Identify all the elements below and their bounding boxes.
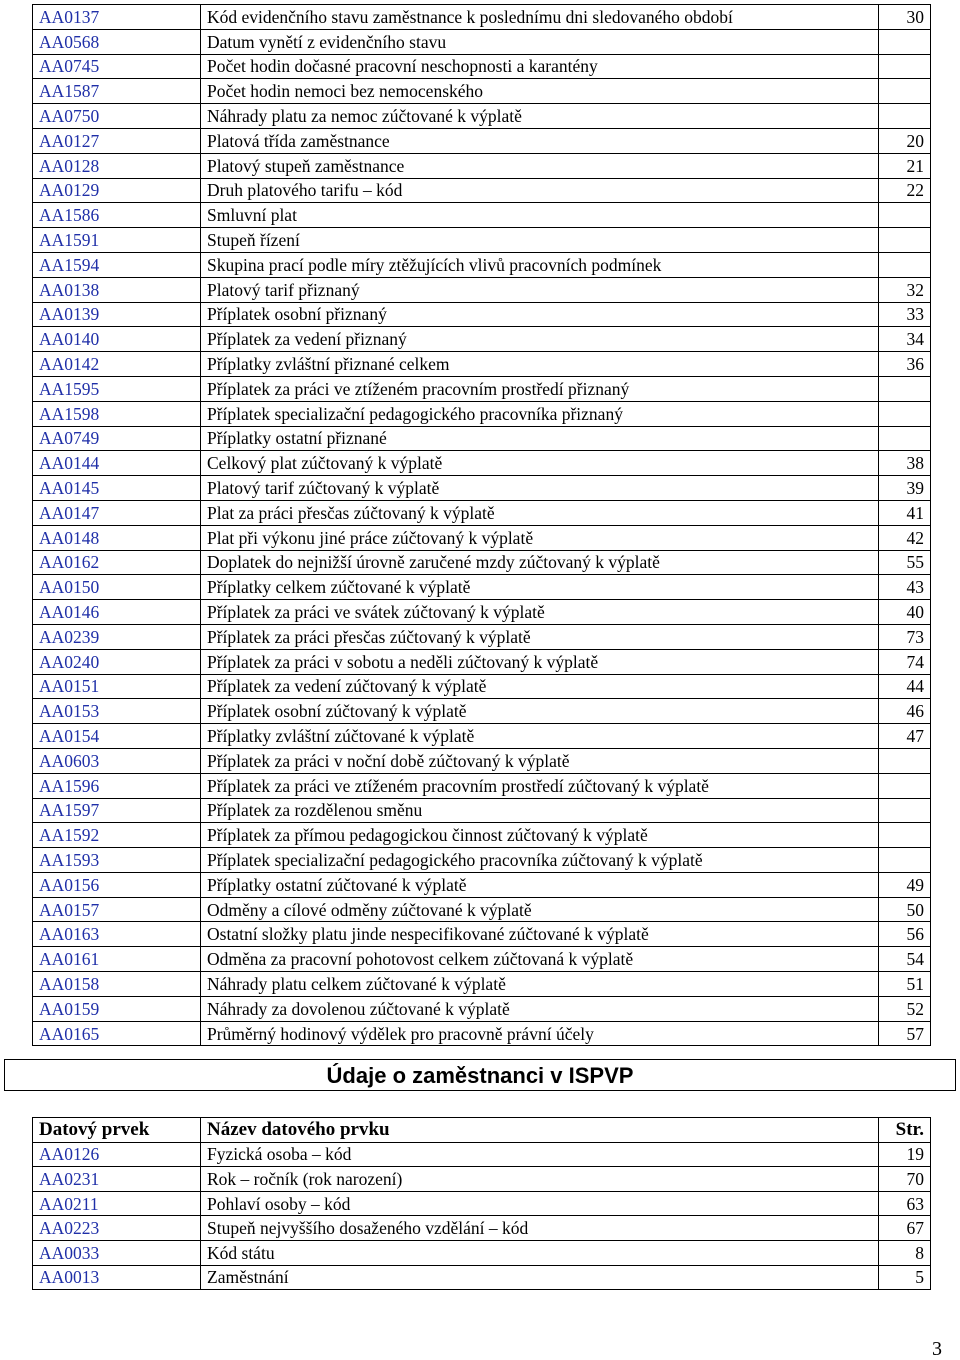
element-code: AA1592 <box>33 823 201 848</box>
table-row <box>33 600 931 625</box>
table-row <box>33 451 931 476</box>
element-name: Odměna za pracovní pohotovost celkem zúčtovaná k výplatě <box>201 947 879 972</box>
element-code: AA0013 <box>33 1265 201 1290</box>
element-code: AA0231 <box>33 1167 201 1192</box>
table-row <box>33 550 931 575</box>
element-name: Pohlaví osoby – kód <box>201 1191 879 1216</box>
element-code: AA1593 <box>33 848 201 873</box>
table-row <box>33 823 931 848</box>
header-page: Str. <box>879 1118 931 1143</box>
page-ref: 47 <box>879 724 931 749</box>
table-row <box>33 1265 931 1290</box>
element-name: Odměny a cílové odměny zúčtované k výplatě <box>201 897 879 922</box>
page-ref <box>879 228 931 253</box>
element-code: AA0033 <box>33 1240 201 1265</box>
element-code: AA1598 <box>33 401 201 426</box>
section-title: Údaje o zaměstnanci v ISPVP <box>4 1059 956 1091</box>
table-row <box>33 5 931 30</box>
table-row <box>33 128 931 153</box>
element-code: AA1596 <box>33 773 201 798</box>
element-name: Skupina prací podle míry ztěžujících vlivů pracovních podmínek <box>201 252 879 277</box>
element-code: AA0145 <box>33 476 201 501</box>
page-ref: 34 <box>879 327 931 352</box>
page-ref: 57 <box>879 1021 931 1046</box>
element-code: AA0240 <box>33 649 201 674</box>
element-name: Ostatní složky platu jinde nespecifikované zúčtované k výplatě <box>201 922 879 947</box>
element-name: Plat při výkonu jiné práce zúčtovaný k výplatě <box>201 525 879 550</box>
element-name: Počet hodin nemoci bez nemocenského <box>201 79 879 104</box>
table-row <box>33 376 931 401</box>
element-name: Doplatek do nejnižší úrovně zaručené mzdy zúčtovaný k výplatě <box>201 550 879 575</box>
table-header-row <box>33 1118 931 1143</box>
element-name: Datum vynětí z evidenčního stavu <box>201 29 879 54</box>
element-name: Náhrady platu celkem zúčtované k výplatě <box>201 972 879 997</box>
table-row <box>33 54 931 79</box>
element-name: Příplatek za rozdělenou směnu <box>201 798 879 823</box>
table-row <box>33 674 931 699</box>
element-code: AA1595 <box>33 376 201 401</box>
element-code: AA0750 <box>33 104 201 129</box>
element-code: AA0148 <box>33 525 201 550</box>
element-code: AA0142 <box>33 352 201 377</box>
table-row <box>33 699 931 724</box>
table-row <box>33 724 931 749</box>
table-row <box>33 972 931 997</box>
element-code: AA1591 <box>33 228 201 253</box>
element-name: Plat za práci přesčas zúčtovaný k výplatě <box>201 500 879 525</box>
element-name: Příplatek za práci ve ztíženém pracovním prostředí přiznaný <box>201 376 879 401</box>
table-row <box>33 947 931 972</box>
page-ref <box>879 798 931 823</box>
element-code: AA0128 <box>33 153 201 178</box>
page-number: 3 <box>932 1338 942 1360</box>
page-ref: 19 <box>879 1142 931 1167</box>
table-row <box>33 1240 931 1265</box>
table-row <box>33 277 931 302</box>
page-ref: 39 <box>879 476 931 501</box>
element-code: AA0139 <box>33 302 201 327</box>
table-row <box>33 178 931 203</box>
table-row <box>33 575 931 600</box>
employee-data-table <box>32 1117 931 1290</box>
page-ref: 42 <box>879 525 931 550</box>
page-ref: 22 <box>879 178 931 203</box>
page-ref <box>879 54 931 79</box>
element-code: AA0749 <box>33 426 201 451</box>
element-name: Příplatky zvláštní zúčtované k výplatě <box>201 724 879 749</box>
table-row <box>33 79 931 104</box>
element-name: Příplatky celkem zúčtované k výplatě <box>201 575 879 600</box>
page-ref: 44 <box>879 674 931 699</box>
element-name: Rok – ročník (rok narození) <box>201 1167 879 1192</box>
table-row <box>33 748 931 773</box>
page-ref <box>879 426 931 451</box>
table-row <box>33 1142 931 1167</box>
element-name: Druh platového tarifu – kód <box>201 178 879 203</box>
element-name: Kód evidenčního stavu zaměstnance k poslednímu dni sledovaného období <box>201 5 879 30</box>
table-row <box>33 996 931 1021</box>
table-row <box>33 401 931 426</box>
table-row <box>33 525 931 550</box>
element-name: Stupeň řízení <box>201 228 879 253</box>
element-name: Celkový plat zúčtovaný k výplatě <box>201 451 879 476</box>
element-name: Náhrady platu za nemoc zúčtované k výplatě <box>201 104 879 129</box>
header-name: Název datového prvku <box>201 1118 879 1143</box>
table-row <box>33 922 931 947</box>
page-ref: 41 <box>879 500 931 525</box>
element-name: Příplatek za práci ve svátek zúčtovaný k výplatě <box>201 600 879 625</box>
page-ref: 74 <box>879 649 931 674</box>
page-ref: 55 <box>879 550 931 575</box>
page-ref: 20 <box>879 128 931 153</box>
element-code: AA0157 <box>33 897 201 922</box>
page-ref <box>879 203 931 228</box>
element-name: Příplatek za práci v sobotu a neděli zúčtovaný k výplatě <box>201 649 879 674</box>
page-ref: 52 <box>879 996 931 1021</box>
page-ref: 54 <box>879 947 931 972</box>
page-ref: 8 <box>879 1240 931 1265</box>
element-code: AA0159 <box>33 996 201 1021</box>
element-name: Průměrný hodinový výdělek pro pracovně právní účely <box>201 1021 879 1046</box>
table-row <box>33 104 931 129</box>
page-ref: 67 <box>879 1216 931 1241</box>
element-code: AA0156 <box>33 872 201 897</box>
table-row <box>33 649 931 674</box>
page-ref <box>879 773 931 798</box>
element-name: Smluvní plat <box>201 203 879 228</box>
page-ref <box>879 252 931 277</box>
element-code: AA0223 <box>33 1216 201 1241</box>
element-name: Náhrady za dovolenou zúčtované k výplatě <box>201 996 879 1021</box>
page-ref: 33 <box>879 302 931 327</box>
element-code: AA0126 <box>33 1142 201 1167</box>
page-ref: 32 <box>879 277 931 302</box>
element-code: AA1594 <box>33 252 201 277</box>
page-ref: 5 <box>879 1265 931 1290</box>
table-row <box>33 327 931 352</box>
element-name: Platová třída zaměstnance <box>201 128 879 153</box>
element-code: AA0146 <box>33 600 201 625</box>
page-ref <box>879 823 931 848</box>
page-ref <box>879 376 931 401</box>
page-ref <box>879 748 931 773</box>
page-ref: 46 <box>879 699 931 724</box>
element-name: Příplatek za vedení zúčtovaný k výplatě <box>201 674 879 699</box>
element-code: AA0162 <box>33 550 201 575</box>
element-code: AA0239 <box>33 624 201 649</box>
element-code: AA0163 <box>33 922 201 947</box>
element-code: AA0568 <box>33 29 201 54</box>
element-name: Příplatek za práci ve ztíženém pracovním prostředí zúčtovaný k výplatě <box>201 773 879 798</box>
element-name: Příplatky zvláštní přiznané celkem <box>201 352 879 377</box>
page-ref: 50 <box>879 897 931 922</box>
page-ref <box>879 29 931 54</box>
element-name: Platový tarif přiznaný <box>201 277 879 302</box>
element-name: Příplatek osobní přiznaný <box>201 302 879 327</box>
element-code: AA0127 <box>33 128 201 153</box>
element-code: AA0154 <box>33 724 201 749</box>
element-code: AA0144 <box>33 451 201 476</box>
element-code: AA1597 <box>33 798 201 823</box>
page-ref: 51 <box>879 972 931 997</box>
element-name: Příplatek za práci v noční době zúčtovaný k výplatě <box>201 748 879 773</box>
element-code: AA1586 <box>33 203 201 228</box>
element-code: AA0161 <box>33 947 201 972</box>
page-ref: 56 <box>879 922 931 947</box>
table-row <box>33 426 931 451</box>
element-name: Příplatek za přímou pedagogickou činnost zúčtovaný k výplatě <box>201 823 879 848</box>
element-code: AA0129 <box>33 178 201 203</box>
element-code: AA0158 <box>33 972 201 997</box>
page-ref <box>879 79 931 104</box>
element-name: Příplatek za vedení přiznaný <box>201 327 879 352</box>
data-elements-table <box>32 4 931 1046</box>
table-row <box>33 1191 931 1216</box>
table-row <box>33 773 931 798</box>
page-ref: 63 <box>879 1191 931 1216</box>
element-name: Příplatek osobní zúčtovaný k výplatě <box>201 699 879 724</box>
element-code: AA0745 <box>33 54 201 79</box>
employee-data-table-body <box>33 1142 931 1290</box>
element-name: Příplatky ostatní zúčtované k výplatě <box>201 872 879 897</box>
element-name: Platový stupeň zaměstnance <box>201 153 879 178</box>
element-code: AA0150 <box>33 575 201 600</box>
table-row <box>33 228 931 253</box>
element-name: Fyzická osoba – kód <box>201 1142 879 1167</box>
table-row <box>33 252 931 277</box>
element-name: Příplatky ostatní přiznané <box>201 426 879 451</box>
page-ref: 21 <box>879 153 931 178</box>
element-code: AA0603 <box>33 748 201 773</box>
table-row <box>33 302 931 327</box>
table-row <box>33 500 931 525</box>
table-row <box>33 897 931 922</box>
element-name: Platový tarif zúčtovaný k výplatě <box>201 476 879 501</box>
table-row <box>33 1167 931 1192</box>
page-ref: 43 <box>879 575 931 600</box>
element-code: AA0151 <box>33 674 201 699</box>
page-ref: 36 <box>879 352 931 377</box>
page-ref <box>879 401 931 426</box>
element-name: Stupeň nejvyššího dosaženého vzdělání – kód <box>201 1216 879 1241</box>
element-code: AA1587 <box>33 79 201 104</box>
page-ref: 38 <box>879 451 931 476</box>
table-row <box>33 1021 931 1046</box>
page-ref <box>879 848 931 873</box>
table-row <box>33 624 931 649</box>
element-code: AA0140 <box>33 327 201 352</box>
element-name: Příplatek za práci přesčas zúčtovaný k výplatě <box>201 624 879 649</box>
element-code: AA0147 <box>33 500 201 525</box>
page-ref: 70 <box>879 1167 931 1192</box>
element-name: Příplatek specializační pedagogického pracovníka přiznaný <box>201 401 879 426</box>
table-row <box>33 848 931 873</box>
data-elements-table-body <box>33 5 931 1046</box>
page-ref <box>879 104 931 129</box>
page-ref: 40 <box>879 600 931 625</box>
table-row <box>33 203 931 228</box>
element-name: Příplatek specializační pedagogického pracovníka zúčtovaný k výplatě <box>201 848 879 873</box>
element-name: Kód státu <box>201 1240 879 1265</box>
element-code: AA0211 <box>33 1191 201 1216</box>
table-row <box>33 352 931 377</box>
header-code: Datový prvek <box>33 1118 201 1143</box>
element-code: AA0138 <box>33 277 201 302</box>
page-ref: 49 <box>879 872 931 897</box>
table-row <box>33 872 931 897</box>
element-code: AA0165 <box>33 1021 201 1046</box>
element-code: AA0137 <box>33 5 201 30</box>
element-name: Počet hodin dočasné pracovní neschopnosti a karantény <box>201 54 879 79</box>
table-row <box>33 153 931 178</box>
table-row <box>33 798 931 823</box>
table-row <box>33 29 931 54</box>
page-ref: 73 <box>879 624 931 649</box>
page-ref: 30 <box>879 5 931 30</box>
table-row <box>33 1216 931 1241</box>
element-name: Zaměstnání <box>201 1265 879 1290</box>
table-row <box>33 476 931 501</box>
element-code: AA0153 <box>33 699 201 724</box>
